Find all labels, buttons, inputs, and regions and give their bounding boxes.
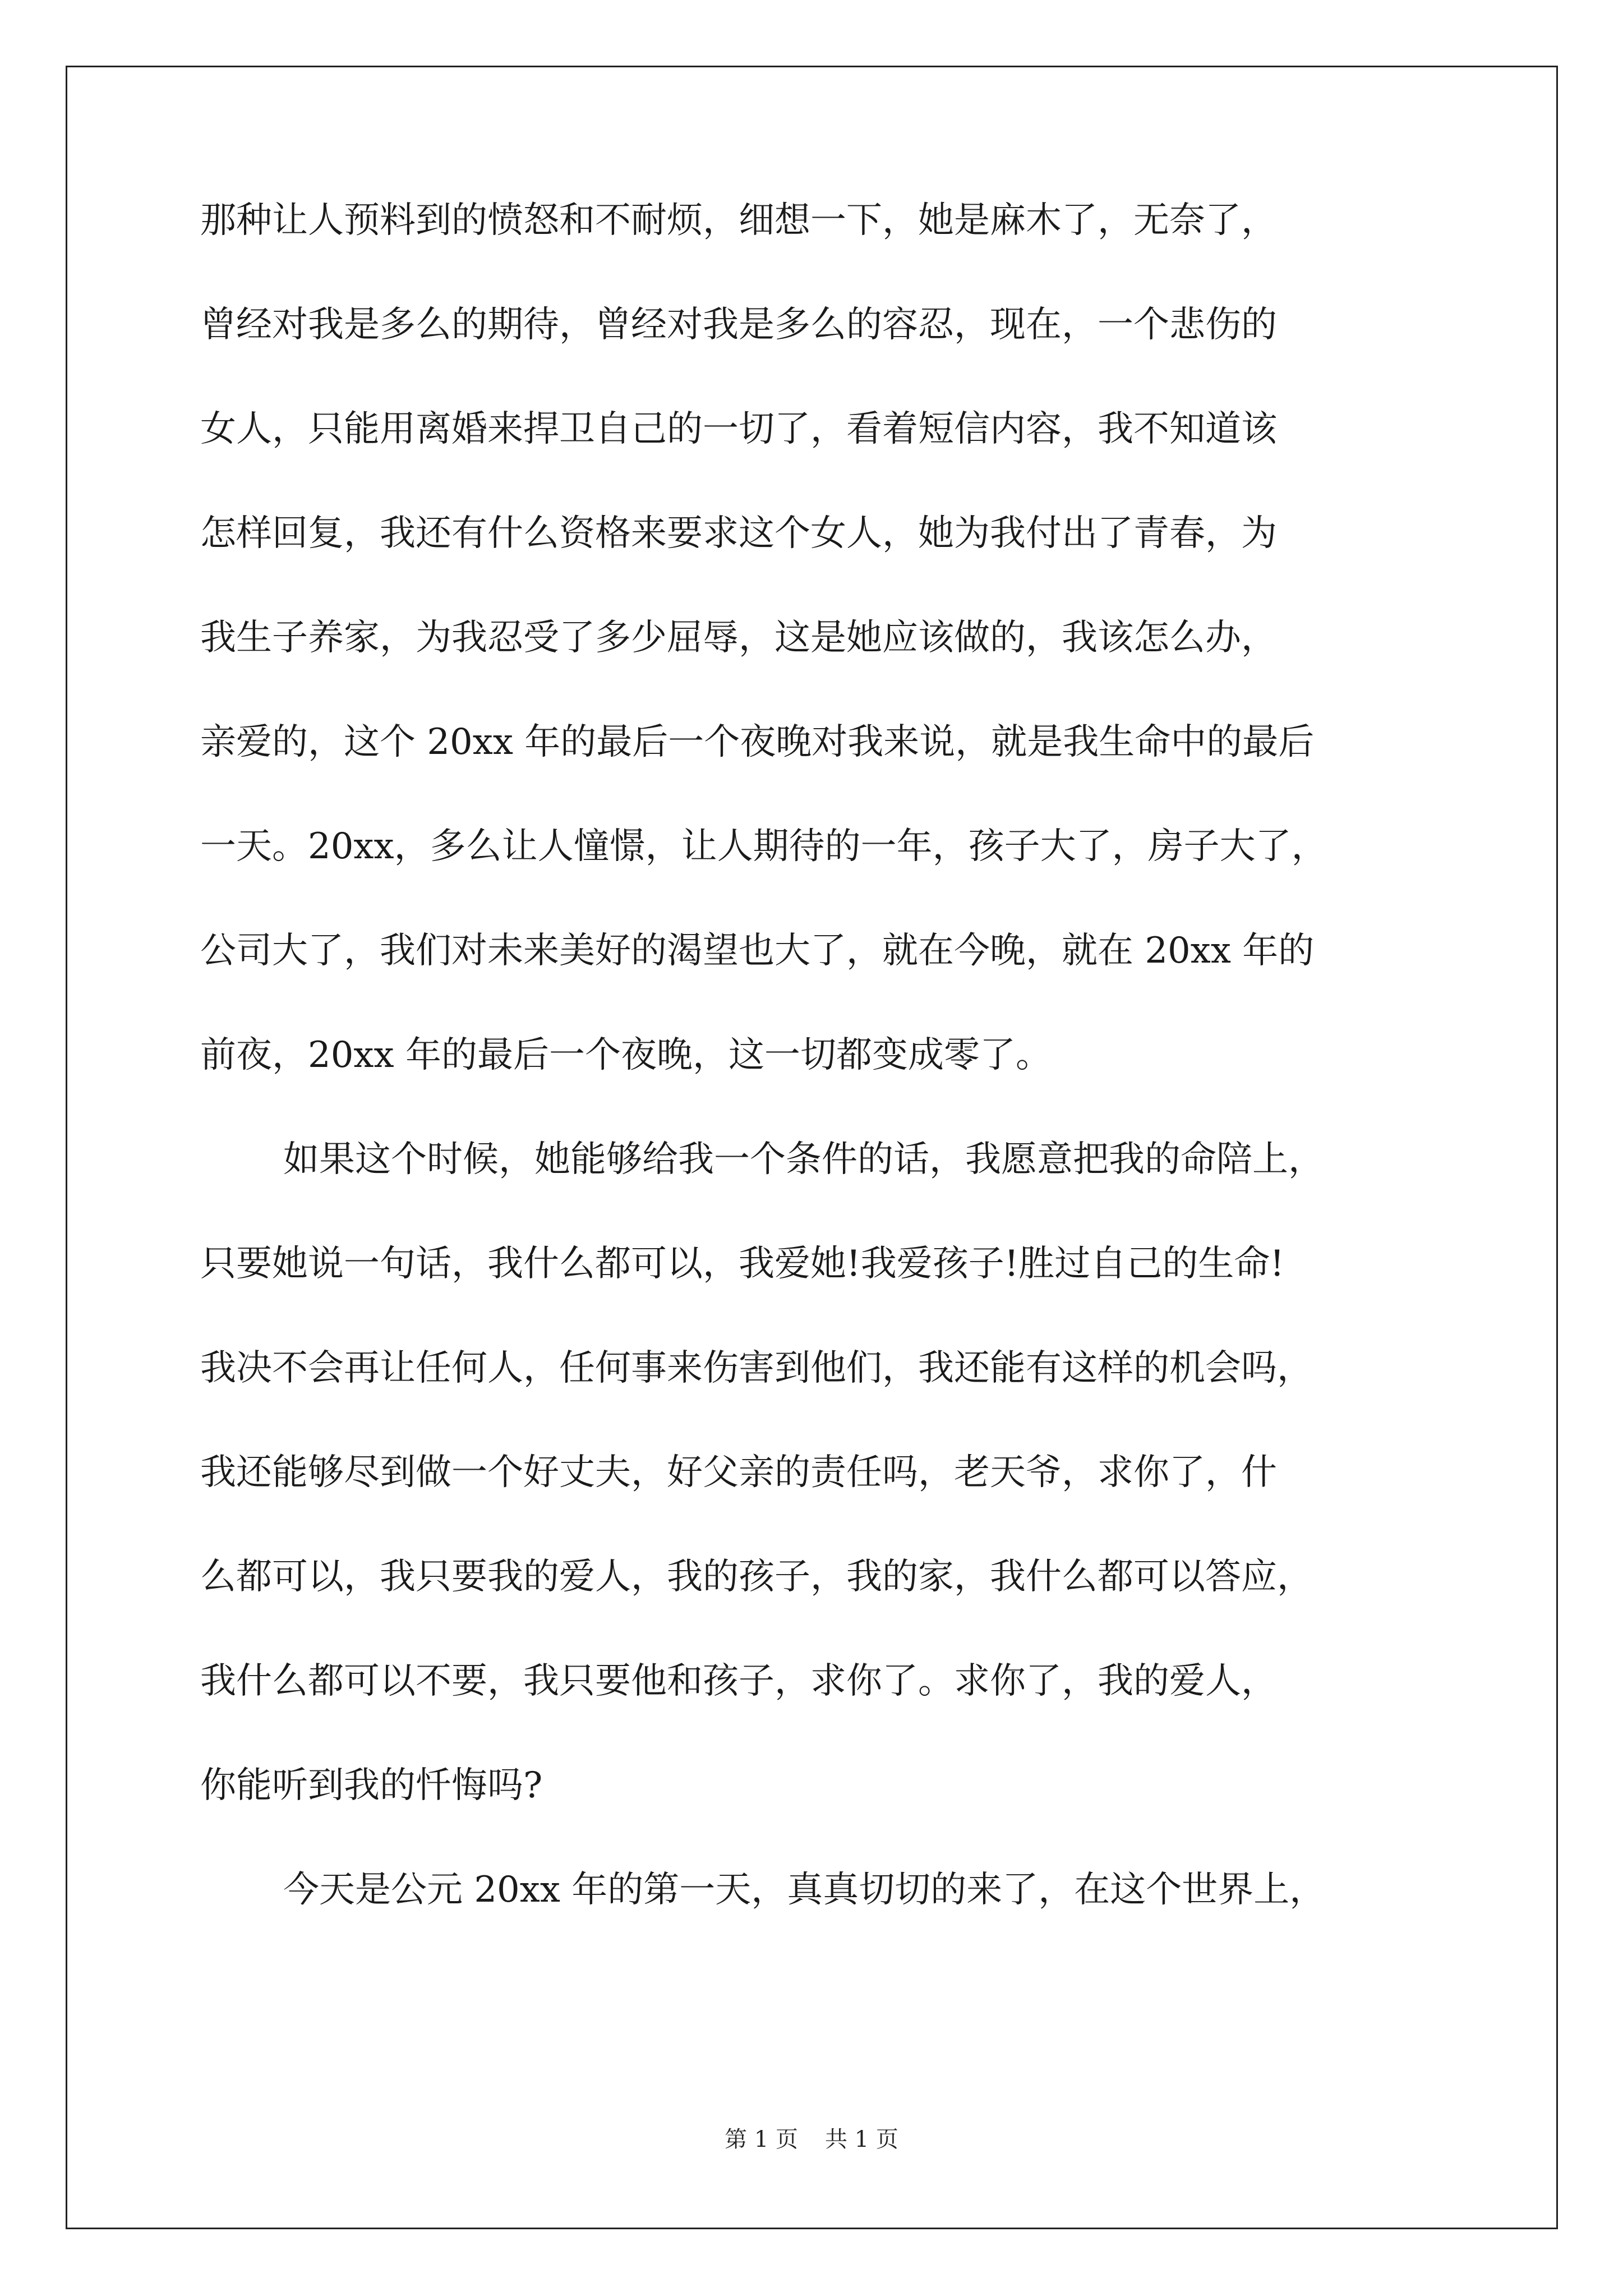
text-line: 怎样回复，我还有什么资格来要求这个女人，她为我付出了青春，为 [200,513,1277,554]
text-line: 我还能够尽到做一个好丈夫，好父亲的责任吗，老天爷，求你了，什 [200,1452,1277,1493]
text-line: 我决不会再让任何人，任何事来伤害到他们，我还能有这样的机会吗， [200,1347,1313,1389]
page-total: 共 1 页 [825,2127,898,2152]
text-line: 曾经对我是多么的期待，曾经对我是多么的容忍，现在，一个悲伤的 [200,304,1277,346]
text-line: 公司大了，我们对未来美好的渴望也大了，就在今晚，就在 20xx 年的 [200,930,1315,972]
text-line: 只要她说一句话，我什么都可以，我爱她!我爱孩子!胜过自己的生命! [200,1243,1285,1285]
page-footer [0,2122,1623,2154]
paragraph-first-line: 如果这个时候，她能够给我一个条件的话，我愿意把我的命陪上， [283,1139,1324,1180]
text-line: 一天。20xx，多么让人憧憬，让人期待的一年，孩子大了，房子大了， [200,826,1327,867]
page-number: 第 1 页 [725,2127,798,2152]
text-line: 亲爱的，这个 20xx 年的最后一个夜晚对我来说，就是我生命中的最后 [200,721,1315,763]
paragraph-first-line: 今天是公元 20xx 年的第一天，真真切切的来了，在这个世界上， [283,1869,1326,1911]
text-line: 那种让人预料到的愤怒和不耐烦，细想一下，她是麻木了，无奈了， [200,200,1277,241]
text-line: 我什么都可以不要，我只要他和孩子，求你了。求你了，我的爱人， [200,1660,1277,1702]
text-line: 女人，只能用离婚来捍卫自己的一切了，看着短信内容，我不知道该 [200,408,1277,450]
text-line: 我生子养家，为我忍受了多少屈辱，这是她应该做的，我该怎么办， [200,617,1277,659]
text-line: 前夜，20xx 年的最后一个夜晚，这一切都变成零了。 [200,1034,1052,1076]
document-body [200,168,1434,1942]
text-line: 你能听到我的忏悔吗? [200,1765,543,1806]
text-line: 么都可以，我只要我的爱人，我的孩子，我的家，我什么都可以答应， [200,1556,1313,1598]
